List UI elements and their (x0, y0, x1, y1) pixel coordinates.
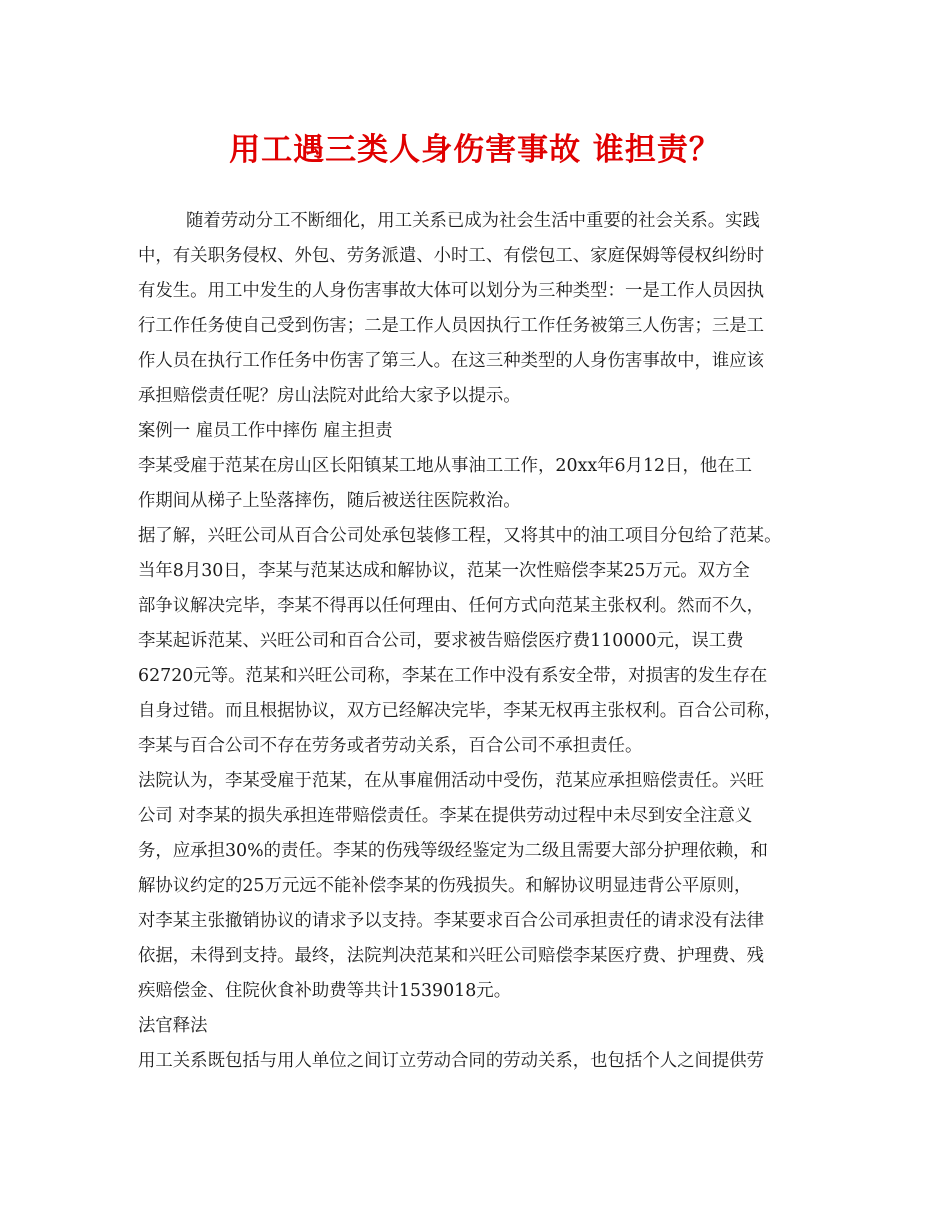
text-line: 李某受雇于范某在房山区长阳镇某工地从事油工工作，20xx年6月12日，他在工 (138, 456, 753, 476)
text-line: 李某与百合公司不存在劳务或者劳动关系，百合公司不承担责任。 (138, 736, 643, 756)
text-line: 当年8月30日，李某与范某达成和解协议，范某一次性赔偿李某25万元。双方全 (138, 561, 750, 581)
text-line: 自身过错。而且根据协议，双方已经解决完毕，李某无权再主张权利。百合公司称， (138, 701, 782, 721)
text-line: 解协议约定的25万元远不能补偿李某的伤残损失。和解协议明显违背公平原则， (138, 876, 752, 896)
text-line: 作期间从梯子上坠落摔伤，随后被送往医院救治。 (138, 491, 521, 511)
section-heading: 法官释法 (138, 1016, 208, 1036)
text-line: 承担赔偿责任呢？房山法院对此给大家予以提示。 (138, 386, 521, 406)
text-line: 部争议解决完毕，李某不得再以任何理由、任何方式向范某主张权利。然而不久， (138, 596, 765, 616)
text-line: 李某起诉范某、兴旺公司和百合公司，要求被告赔偿医疗费110000元，误工费 (138, 631, 744, 651)
text-line: 据了解，兴旺公司从百合公司处承包装修工程，又将其中的油工项目分包给了范某。 (138, 526, 782, 546)
text-line: 法院认为，李某受雇于范某，在从事雇佣活动中受伤，范某应承担赔偿责任。兴旺 (138, 771, 765, 791)
text-line: 务，应承担30%的责任。李某的伤残等级经鉴定为二级且需要大部分护理依赖，和 (138, 841, 768, 861)
text-line: 疾赔偿金、住院伙食补助费等共计1539018元。 (138, 981, 512, 1001)
text-line: 随着劳动分工不断细化，用工关系已成为社会生活中重要的社会关系。实践 (186, 211, 760, 231)
document-body (138, 204, 818, 1079)
section-heading: 案例一 雇员工作中摔伤 雇主担责 (138, 421, 393, 441)
text-line: 中，有关职务侵权、外包、劳务派遣、小时工、有偿包工、家庭保姆等侵权纠纷时 (138, 246, 765, 266)
text-line: 有发生。用工中发生的人身伤害事故大体可以划分为三种类型：一是工作人员因执 (138, 281, 765, 301)
text-line: 对李某主张撤销协议的请求予以支持。李某要求百合公司承担责任的请求没有法律 (138, 911, 765, 931)
text-line: 用工关系既包括与用人单位之间订立劳动合同的劳动关系，也包括个人之间提供劳 (138, 1051, 765, 1071)
text-line: 62720元等。范某和兴旺公司称，李某在工作中没有系安全带，对损害的发生存在 (138, 666, 768, 686)
text-line: 依据，未得到支持。最终，法院判决范某和兴旺公司赔偿李某医疗费、护理费、残 (138, 946, 765, 966)
text-line: 公司 对李某的损失承担连带赔偿责任。李某在提供劳动过程中未尽到安全注意义 (138, 806, 753, 826)
text-line: 作人员在执行工作任务中伤害了第三人。在这三种类型的人身伤害事故中，谁应该 (138, 351, 765, 371)
document-title: 用工遇三类人身伤害事故 谁担责？ (229, 132, 721, 168)
text-line: 行工作任务使自己受到伤害；二是工作人员因执行工作任务被第三人伤害；三是工 (138, 316, 765, 336)
